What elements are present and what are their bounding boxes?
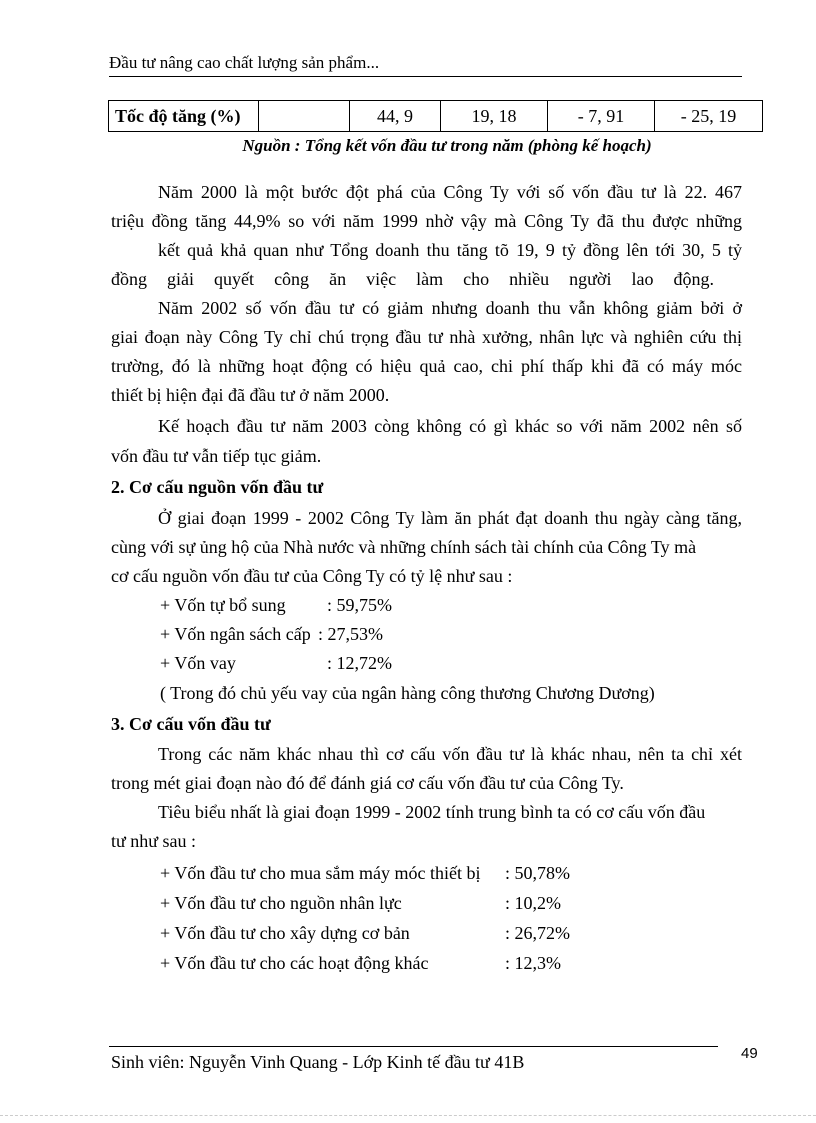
growth-rate-table [108, 100, 763, 132]
row-label: Tốc độ tăng (%) [109, 101, 259, 132]
table-row [109, 101, 763, 132]
running-header: Đầu tư nâng cao chất lượng sản phẩm... [109, 53, 380, 72]
list-item-value: : 59,75% [327, 595, 392, 615]
list-item-label: + Vốn đầu tư cho xây dựng cơ bản [160, 923, 410, 943]
paragraph-line: cơ cấu nguồn vốn đầu tư của Công Ty có tỷ lệ như sau : [111, 566, 513, 586]
paragraph-line: trường, đó là những hoạt động có hiệu quả cao, chi phí thấp khi đã có máy móc [111, 356, 742, 376]
paragraph-line: kết quả khả quan như Tổng doanh thu tăng tõ 19, 9 tỷ đồng lên tới 30, 5 tỷ [158, 240, 742, 260]
list-item-value: : 12,72% [327, 653, 392, 673]
paragraph-line: đồng giải quyết công ăn việc làm cho nhiều người lao động. [111, 269, 714, 289]
table-cell: 19, 18 [441, 101, 548, 132]
list-item-value: : 12,3% [505, 953, 561, 973]
table-cell: - 25, 19 [655, 101, 763, 132]
paragraph-line: Tiêu biểu nhất là giai đoạn 1999 - 2002 tính trung bình ta có cơ cấu vốn đầu [158, 802, 706, 822]
list-item-value: : 10,2% [505, 893, 561, 913]
paragraph-line: thiết bị hiện đại đã đầu tư ở năm 2000. [111, 385, 390, 405]
list-item-value: : 26,72% [505, 923, 570, 943]
paragraph-line: vốn đầu tư vẫn tiếp tục giảm. [111, 446, 322, 466]
paragraph-line: Ở giai đoạn 1999 - 2002 Công Ty làm ăn phát đạt doanh thu ngày càng tăng, [158, 508, 742, 528]
list-item-label: + Vốn tự bổ sung [160, 595, 286, 615]
table-cell [259, 101, 350, 132]
table-cell: 44, 9 [350, 101, 441, 132]
list-item-label: + Vốn đầu tư cho các hoạt động khác [160, 953, 429, 973]
paragraph-line: Năm 2000 là một bước đột phá của Công Ty với số vốn đầu tư là 22. 467 [158, 182, 742, 202]
list-item-label: + Vốn đầu tư cho mua sắm máy móc thiết bị [160, 863, 481, 883]
paragraph-line: Kế hoạch đầu tư năm 2003 còng không có gì khác so với năm 2002 nên số [158, 416, 742, 436]
page-number: 49 [741, 1045, 758, 1062]
paragraph-line: giai đoạn này Công Ty chỉ chú trọng đầu tư nhà xưởng, nhân lực và nghiên cứu thị [111, 327, 742, 347]
section-heading: 3. Cơ cấu vốn đầu tư [111, 714, 271, 734]
list-item-label: + Vốn đầu tư cho nguồn nhân lực [160, 893, 402, 913]
table-cell: - 7, 91 [548, 101, 655, 132]
paragraph-line: trong mét giai đoạn nào đó để đánh giá cơ cấu vốn đầu tư của Công Ty. [111, 773, 624, 793]
paragraph-line: Năm 2002 số vốn đầu tư có giảm nhưng doanh thu vẫn không giảm bởi ở [158, 298, 742, 318]
paragraph-line: triệu đồng tăng 44,9% so với năm 1999 nhờ vậy mà Công Ty đã thu được những [111, 211, 742, 231]
list-item-label: + Vốn ngân sách cấp [160, 624, 311, 644]
list-item-label: + Vốn vay [160, 653, 236, 673]
paragraph-line: Trong các năm khác nhau thì cơ cấu vốn đầu tư là khác nhau, nên ta chỉ xét [158, 744, 742, 764]
footer-divider [109, 1046, 718, 1047]
section-heading: 2. Cơ cấu nguồn vốn đầu tư [111, 477, 324, 497]
note-line: ( Trong đó chủ yếu vay của ngân hàng công thương Chương Dương) [160, 683, 655, 703]
paragraph-line: tư như sau : [111, 831, 197, 851]
source-note: Nguồn : Tổng kết vốn đầu tư trong năm (phòng kế hoạch) [242, 136, 652, 155]
page-bottom-dash [0, 1115, 816, 1116]
paragraph-line: cùng với sự ủng hộ của Nhà nước và những chính sách tài chính của Công Ty mà [111, 537, 697, 557]
footer-student: Sinh viên: Nguyễn Vinh Quang - Lớp Kinh tế đầu tư 41B [111, 1052, 525, 1072]
list-item-value: : 27,53% [318, 624, 383, 644]
header-divider [109, 76, 742, 77]
list-item-value: : 50,78% [505, 863, 570, 883]
